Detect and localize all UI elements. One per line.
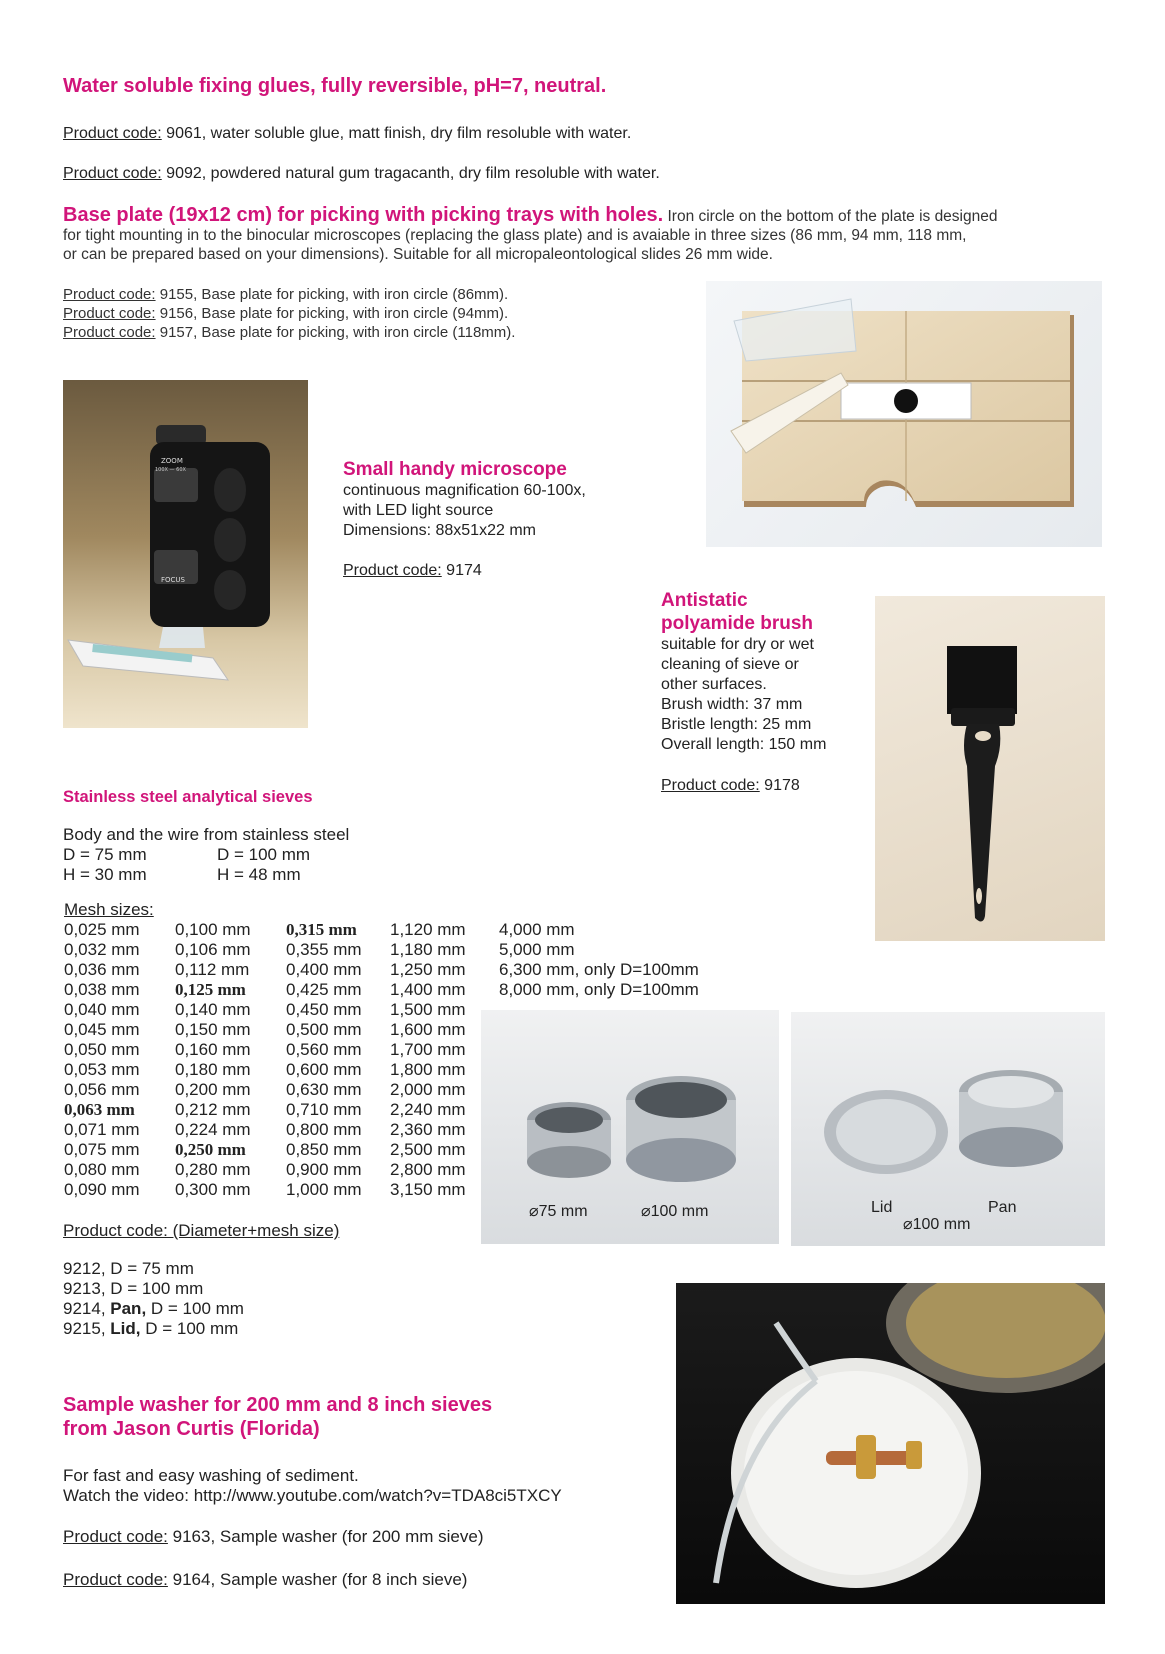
baseplate-desc-3: or can be prepared based on your dimensions). Suitable for all micropaleontological slides 26 mm wide. — [63, 246, 773, 263]
brush-line: cleaning of sieve or — [661, 656, 799, 673]
mesh-size: 0,180 mm — [175, 1060, 251, 1079]
washer-video-link[interactable]: Watch the video: http://www.youtube.com/watch?v=TDA8ci5TXCY — [63, 1486, 562, 1505]
sieves-codes — [63, 1259, 244, 1339]
sieve-photo-sizes — [481, 1010, 779, 1244]
sieves-title: Stainless steel analytical sieves — [63, 788, 313, 806]
mesh-size: 0,112 mm — [175, 960, 250, 979]
mesh-size: 2,240 mm — [390, 1100, 466, 1119]
baseplate-item-text: 9157, Base plate for picking, with iron circle (118mm). — [155, 324, 516, 341]
sieve-code-text: D = 75 mm — [110, 1259, 194, 1278]
mesh-size: 0,500 mm — [286, 1020, 362, 1039]
baseplate-heading — [63, 204, 997, 227]
washer-item-text: 9163, Sample washer (for 200 mm sieve) — [167, 1527, 484, 1546]
product-code-label: Product code: — [661, 777, 760, 794]
washer-item-9164 — [63, 1570, 467, 1590]
mesh-size: 0,125 mm — [175, 980, 246, 999]
mesh-sizes-label: Mesh sizes: — [64, 900, 154, 919]
washer-illustration — [676, 1283, 1105, 1604]
baseplate-desc-2: for tight mounting in to the binocular microscopes (replacing the glass plate) and is avaiable in three sizes (86 mm, 94 mm, 118 mm, — [63, 227, 967, 244]
glue-item-text: 9092, powdered natural gum tragacanth, dry film resoluble with water. — [161, 165, 660, 182]
sieve-code-bold: Pan, — [110, 1299, 147, 1318]
baseplate-photo — [706, 281, 1102, 547]
brush-title-2: polyamide brush — [661, 613, 814, 634]
mesh-size: 4,000 mm — [499, 920, 575, 939]
mesh-column-1 — [64, 920, 140, 1200]
mesh-column-4 — [390, 920, 466, 1200]
mesh-size: 1,700 mm — [390, 1040, 466, 1059]
mesh-size: 2,800 mm — [390, 1160, 466, 1179]
sieve-code-text: D = 100 mm — [146, 1299, 244, 1318]
mesh-size: 0,100 mm — [175, 920, 251, 939]
brush-line: Bristle length: 25 mm — [661, 716, 812, 733]
product-code-label: Product code: — [63, 1527, 168, 1546]
baseplate-codes — [63, 285, 515, 342]
microscope-code — [343, 561, 482, 580]
mesh-size: 0,200 mm — [175, 1080, 251, 1099]
sieves-body: Body and the wire from stainless steel — [63, 825, 350, 844]
product-code-label: Product code: — [63, 1570, 168, 1589]
mesh-size: 1,400 mm — [390, 980, 466, 999]
glues-title: Water soluble fixing glues, fully reversible, pH=7, neutral. — [63, 75, 607, 97]
washer-title — [63, 1393, 492, 1441]
mesh-size: 0,140 mm — [175, 1000, 251, 1019]
mesh-size: 0,150 mm — [175, 1020, 251, 1039]
product-code-label: Product code: — [63, 286, 156, 303]
mesh-size: 0,038 mm — [64, 980, 140, 999]
sieves-code-label: Product code: (Diameter+mesh size) — [63, 1221, 340, 1240]
sieves-h30: H = 30 mm — [63, 865, 147, 884]
washer-photo — [676, 1283, 1105, 1604]
sieve-code-text: D = 100 mm — [110, 1279, 204, 1298]
mesh-size: 0,300 mm — [175, 1180, 251, 1199]
mesh-size: 2,360 mm — [390, 1120, 466, 1139]
microscope-line: continuous magnification 60-100x, — [343, 482, 586, 499]
washer-title-2: from Jason Curtis (Florida) — [63, 1418, 320, 1440]
mesh-size: 0,355 mm — [286, 940, 362, 959]
product-code-label: Product code: — [343, 562, 442, 579]
mesh-size: 0,400 mm — [286, 960, 362, 979]
microscope-photo — [63, 380, 308, 728]
sieves-d75: D = 75 mm — [63, 845, 147, 864]
baseplate-item-9157 — [63, 323, 515, 342]
sieve-code-num: 9212, — [63, 1259, 111, 1278]
washer-desc-1: For fast and easy washing of sediment. — [63, 1466, 359, 1485]
sieves-h48: H = 48 mm — [217, 865, 301, 884]
lid-pan-diameter-label: ⌀100 mm — [903, 1216, 971, 1233]
mesh-size: 0,212 mm — [175, 1100, 251, 1119]
mesh-size: 1,500 mm — [390, 1000, 466, 1019]
baseplate-item-9156 — [63, 304, 515, 323]
mesh-size: 1,180 mm — [390, 940, 466, 959]
microscope-illustration — [63, 380, 308, 728]
mesh-size: 2,500 mm — [390, 1140, 466, 1159]
brush-title — [661, 589, 813, 635]
mesh-size: 0,025 mm — [64, 920, 140, 939]
mesh-size: 1,600 mm — [390, 1020, 466, 1039]
baseplate-item-9155 — [63, 285, 515, 304]
mesh-size: 0,050 mm — [64, 1040, 140, 1059]
mesh-size: 0,056 mm — [64, 1080, 140, 1099]
mesh-size: 0,850 mm — [286, 1140, 362, 1159]
zoom-label: ZOOM — [161, 457, 183, 465]
product-code-label: Product code: — [63, 165, 162, 182]
glue-item-9092 — [63, 164, 660, 183]
sieve-code-num: 9215, — [63, 1319, 111, 1338]
sieve-code-9215 — [63, 1319, 244, 1339]
mesh-size: 0,063 mm — [64, 1100, 135, 1119]
mesh-column-5 — [499, 920, 699, 1000]
mesh-size: 1,250 mm — [390, 960, 466, 979]
mesh-size: 0,560 mm — [286, 1040, 362, 1059]
brush-code-value: 9178 — [759, 777, 800, 794]
pan-label: Pan — [988, 1199, 1017, 1216]
sieves-illustration — [481, 1010, 779, 1244]
brush-line: suitable for dry or wet — [661, 636, 814, 653]
glue-item-text: 9061, water soluble glue, matt finish, dry film resoluble with water. — [161, 125, 632, 142]
glue-item-9061 — [63, 124, 631, 143]
lid-pan-illustration — [791, 1012, 1105, 1246]
mesh-size: 6,300 mm, only D=100mm — [499, 960, 699, 979]
mesh-size: 0,800 mm — [286, 1120, 362, 1139]
baseplate-item-text: 9156, Base plate for picking, with iron circle (94mm). — [155, 305, 509, 322]
mesh-size: 0,053 mm — [64, 1060, 140, 1079]
microscope-code-value: 9174 — [441, 562, 482, 579]
mesh-size: 0,090 mm — [64, 1180, 140, 1199]
mesh-size: 0,710 mm — [286, 1100, 362, 1119]
mesh-size: 1,120 mm — [390, 920, 466, 939]
sieve-75-label: ⌀75 mm — [529, 1203, 588, 1220]
zoom-range-label: 100X — 60X — [155, 467, 186, 473]
brush-line: other surfaces. — [661, 676, 767, 693]
product-code-label: Product code: — [63, 305, 156, 322]
washer-title-1: Sample washer for 200 mm and 8 inch sieves — [63, 1394, 493, 1416]
mesh-size: 0,900 mm — [286, 1160, 362, 1179]
sieve-code-text: D = 100 mm — [140, 1319, 239, 1338]
mesh-size: 0,080 mm — [64, 1160, 140, 1179]
mesh-size: 0,630 mm — [286, 1080, 362, 1099]
brush-photo — [875, 596, 1105, 941]
sieve-code-9212 — [63, 1259, 244, 1279]
microscope-line: Dimensions: 88x51x22 mm — [343, 522, 536, 539]
sieve-code-bold: Lid, — [110, 1319, 141, 1338]
mesh-size: 0,315 mm — [286, 920, 357, 939]
mesh-size: 0,600 mm — [286, 1060, 362, 1079]
sieve-code-num: 9214, — [63, 1299, 111, 1318]
mesh-size: 2,000 mm — [390, 1080, 466, 1099]
baseplate-desc-1: Iron circle on the bottom of the plate is designed — [663, 208, 998, 225]
product-code-label: Product code: — [63, 324, 156, 341]
baseplate-item-text: 9155, Base plate for picking, with iron circle (86mm). — [155, 286, 509, 303]
baseplate-title: Base plate (19x12 cm) for picking with picking trays with holes. — [63, 204, 664, 226]
sieve-code-9213 — [63, 1279, 244, 1299]
brush-illustration — [875, 596, 1105, 941]
brush-line: Brush width: 37 mm — [661, 696, 803, 713]
sieve-photo-lid-pan — [791, 1012, 1105, 1246]
mesh-size: 0,036 mm — [64, 960, 140, 979]
mesh-size: 0,425 mm — [286, 980, 362, 999]
brush-line: Overall length: 150 mm — [661, 736, 827, 753]
baseplate-illustration — [706, 281, 1102, 547]
mesh-size: 3,150 mm — [390, 1180, 466, 1199]
mesh-column-3 — [286, 920, 362, 1200]
sieve-code-9214 — [63, 1299, 244, 1319]
microscope-line: with LED light source — [343, 502, 494, 519]
mesh-size: 1,800 mm — [390, 1060, 466, 1079]
brush-details — [661, 635, 826, 755]
mesh-size: 0,250 mm — [175, 1140, 246, 1159]
brush-title-1: Antistatic — [661, 590, 748, 611]
washer-item-9163 — [63, 1527, 484, 1547]
microscope-title: Small handy microscope — [343, 459, 567, 480]
lid-label: Lid — [871, 1199, 893, 1216]
product-code-label: Product code: — [63, 125, 162, 142]
mesh-size: 0,040 mm — [64, 1000, 140, 1019]
mesh-size: 0,071 mm — [64, 1120, 140, 1139]
mesh-size: 0,450 mm — [286, 1000, 362, 1019]
washer-desc — [63, 1466, 562, 1506]
mesh-size: 0,075 mm — [64, 1140, 140, 1159]
mesh-size: 1,000 mm — [286, 1180, 362, 1199]
mesh-size: 0,224 mm — [175, 1120, 251, 1139]
brush-code — [661, 776, 800, 795]
microscope-details — [343, 481, 586, 541]
mesh-size: 0,032 mm — [64, 940, 140, 959]
sieves-d100: D = 100 mm — [217, 845, 311, 864]
sieve-100-label: ⌀100 mm — [641, 1203, 709, 1220]
washer-item-text: 9164, Sample washer (for 8 inch sieve) — [167, 1570, 468, 1589]
mesh-size: 0,106 mm — [175, 940, 251, 959]
mesh-size: 8,000 mm, only D=100mm — [499, 980, 699, 999]
mesh-size: 0,160 mm — [175, 1040, 251, 1059]
mesh-size: 0,045 mm — [64, 1020, 140, 1039]
mesh-size: 5,000 mm — [499, 940, 575, 959]
sieve-code-num: 9213, — [63, 1279, 111, 1298]
mesh-size: 0,280 mm — [175, 1160, 251, 1179]
mesh-column-2 — [175, 920, 251, 1200]
focus-label: FOCUS — [161, 576, 185, 584]
